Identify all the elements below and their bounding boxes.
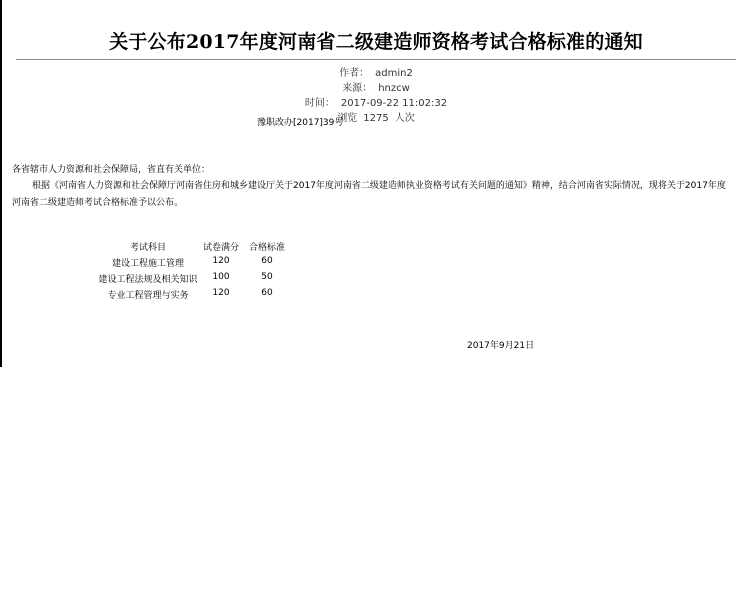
source-value: hnzcw bbox=[378, 83, 410, 94]
pass-score-cell: 60 bbox=[261, 256, 273, 266]
source-label: 来源： bbox=[342, 83, 373, 94]
time-value: 2017-09-22 11:02:32 bbox=[340, 98, 448, 109]
body-paragraph: 根据《河南省人力资源和社会保障厅河南省住房和城乡建设厅关于2017年度河南省二级建造师执业资格考试有关问题的通知》精神，结合河南省实际情况，现将关于2017年度河南省二级建造师考试合格标准予以公布。 bbox=[12, 181, 726, 208]
title-divider bbox=[16, 59, 736, 60]
left-border bbox=[0, 0, 2, 367]
document-number: 豫职改办[2017]39号 bbox=[257, 118, 344, 128]
subject-cell: 专业工程管理与实务 bbox=[107, 291, 189, 301]
author-value: admin2 bbox=[375, 68, 413, 79]
subject-cell: 建设工程法规及相关知识 bbox=[98, 275, 198, 285]
page-title: 关于公布2017年度河南省二级建造师资格考试合格标准的通知 bbox=[109, 31, 643, 53]
issue-date: 2017年9月21日 bbox=[467, 341, 535, 351]
pass-score-cell: 60 bbox=[261, 288, 273, 298]
views-unit: 人次 bbox=[394, 113, 415, 124]
header-subject: 考试科目 bbox=[129, 243, 166, 253]
addressee: 各省辖市人力资源和社会保障局，省直有关单位： bbox=[12, 165, 211, 175]
subject-cell: 建设工程施工管理 bbox=[111, 259, 184, 269]
views-label: 浏览 bbox=[337, 113, 358, 124]
author-label: 作者： bbox=[339, 68, 370, 79]
full-score-cell: 120 bbox=[212, 288, 230, 298]
views-count: 1275 bbox=[363, 113, 389, 124]
full-score-cell: 100 bbox=[212, 272, 230, 282]
header-pass-score: 合格标准 bbox=[248, 243, 285, 253]
header-full-score: 试卷满分 bbox=[202, 243, 239, 253]
pass-score-cell: 50 bbox=[261, 272, 273, 282]
time-label: 时间： bbox=[304, 98, 335, 109]
article-meta bbox=[0, 64, 752, 124]
full-score-cell: 120 bbox=[212, 256, 230, 266]
